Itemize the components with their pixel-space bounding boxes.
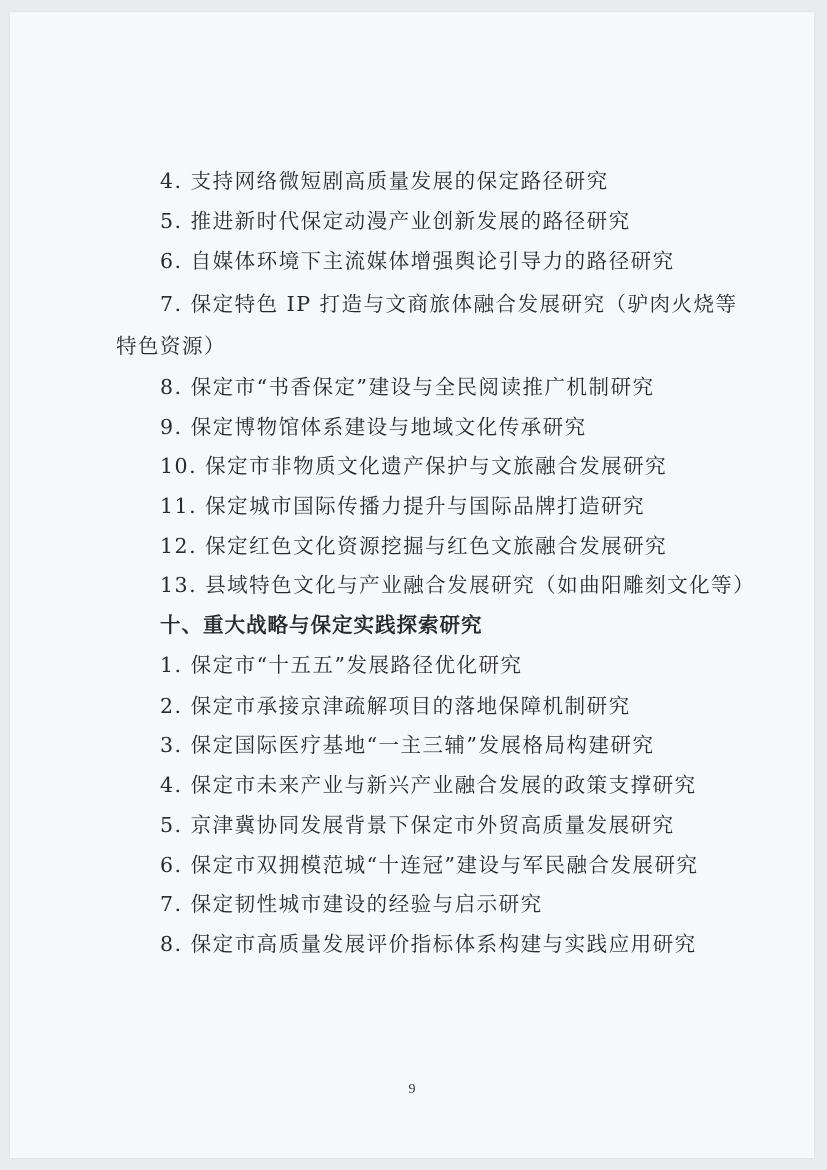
list-item: 12. 保定红色文化资源挖掘与红色文旅融合发展研究: [160, 534, 668, 558]
list-item: 11. 保定城市国际传播力提升与国际品牌打造研究: [160, 494, 646, 518]
list-item: 6. 保定市双拥模范城“十连冠”建设与军民融合发展研究: [160, 853, 699, 877]
list-item: 7. 保定韧性城市建设的经验与启示研究: [160, 892, 543, 916]
document-page: [10, 12, 814, 1158]
list-item: 4. 保定市未来产业与新兴产业融合发展的政策支撑研究: [160, 773, 697, 797]
list-item-continuation: 特色资源）: [116, 334, 226, 358]
list-item: 3. 保定国际医疗基地“一主三辅”发展格局构建研究: [160, 733, 655, 757]
list-item: 4. 支持网络微短剧高质量发展的保定路径研究: [160, 169, 609, 193]
document-body: [10, 12, 814, 1158]
list-item: 6. 自媒体环境下主流媒体增强舆论引导力的路径研究: [160, 249, 675, 273]
list-item: 9. 保定博物馆体系建设与地域文化传承研究: [160, 415, 587, 439]
list-item: 5. 推进新时代保定动漫产业创新发展的路径研究: [160, 209, 631, 233]
page-number: 9: [408, 1082, 416, 1097]
list-item: 5. 京津冀协同发展背景下保定市外贸高质量发展研究: [160, 813, 675, 837]
list-item: 2. 保定市承接京津疏解项目的落地保障机制研究: [160, 694, 631, 718]
list-item: 13. 县域特色文化与产业融合发展研究（如曲阳雕刻文化等）: [160, 573, 756, 597]
list-item: 8. 保定市“书香保定”建设与全民阅读推广机制研究: [160, 375, 655, 399]
list-item: 7. 保定特色 IP 打造与文商旅体融合发展研究（驴肉火烧等: [160, 292, 738, 316]
section-heading: 十、重大战略与保定实践探索研究: [160, 613, 483, 637]
list-item: 1. 保定市“十五五”发展路径优化研究: [160, 653, 523, 677]
list-item: 10. 保定市非物质文化遗产保护与文旅融合发展研究: [160, 454, 668, 478]
list-item: 8. 保定市高质量发展评价指标体系构建与实践应用研究: [160, 932, 697, 956]
